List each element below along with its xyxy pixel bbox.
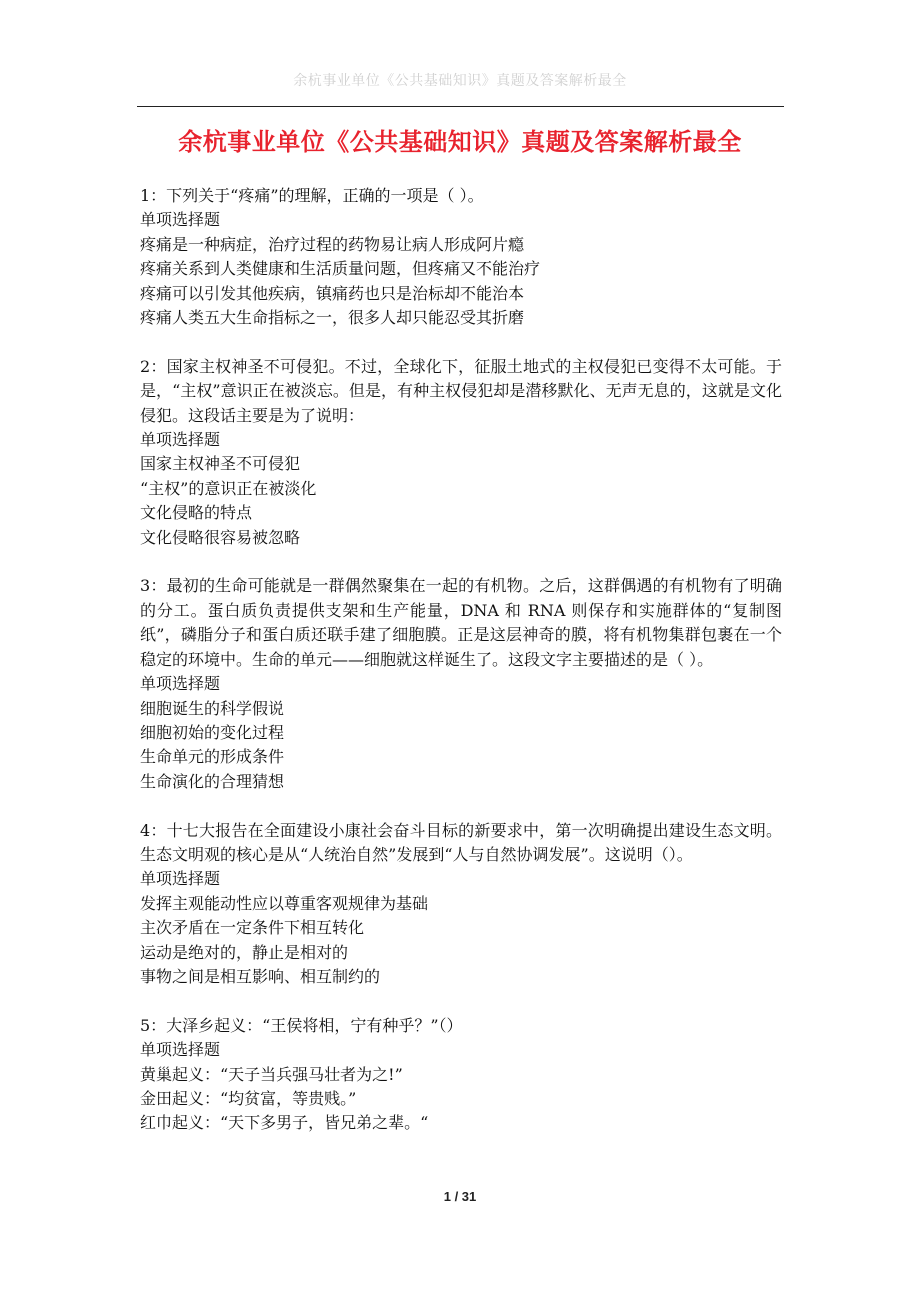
question-type: 单项选择题 [140, 1040, 221, 1060]
page-indicator: 1 / 31 [443, 1189, 477, 1204]
option: 红巾起义：“天下多男子，皆兄弟之辈。“ [140, 1113, 429, 1133]
option: 发挥主观能动性应以尊重客观规律为基础 [140, 893, 429, 913]
option: 疼痛关系到人类健康和生活质量问题，但疼痛又不能治疗 [140, 259, 541, 279]
question-4 [140, 819, 782, 990]
option: 生命单元的形成条件 [140, 747, 285, 767]
option: 金田起义：“均贫富，等贵贱。” [140, 1088, 357, 1108]
question-2 [140, 355, 782, 550]
question-stem: 2：国家主权神圣不可侵犯。不过，全球化下，征服土地式的主权侵犯已变得不太可能。于是，“主权”意识正在被淡忘。但是，有种主权侵犯却是潜移默化、无声无息的，这就是文化侵犯。这段话主要是为了说明： [140, 356, 782, 425]
option: 国家主权神圣不可侵犯 [140, 454, 301, 474]
running-header: 余杭事业单位《公共基础知识》真题及答案解析最全 [293, 73, 627, 89]
option: 疼痛是一种病症，治疗过程的药物易让病人形成阿片瘾 [140, 234, 525, 254]
question-type: 单项选择题 [140, 869, 221, 889]
option: 文化侵略的特点 [140, 503, 253, 523]
option: 细胞诞生的科学假说 [140, 698, 285, 718]
option: 文化侵略很容易被忽略 [140, 527, 301, 547]
question-stem: 3：最初的生命可能就是一群偶然聚集在一起的有机物。之后，这群偶遇的有机物有了明确的分工。蛋白质负责提供支架和生产能量，DNA 和 RNA 则保存和实施群体的“复制图纸”，磷脂分子和蛋白质还联手建了细胞膜。正是这层神奇的膜，将有机物集群包裹在一个稳定的环境中。生命的单元——细胞就这样诞生了。这段文字主要描述的是（ ）。 [140, 576, 782, 669]
question-stem: 1：下列关于“疼痛”的理解，正确的一项是（ ）。 [140, 186, 484, 205]
document-title: 余杭事业单位《公共基础知识》真题及答案解析最全 [178, 127, 742, 156]
option: 事物之间是相互影响、相互制约的 [140, 966, 381, 986]
question-5 [140, 1014, 782, 1136]
option: “主权”的意识正在被淡化 [140, 478, 317, 498]
question-list [140, 184, 782, 1160]
option: 运动是绝对的，静止是相对的 [140, 942, 349, 962]
question-type: 单项选择题 [140, 674, 221, 694]
option: 疼痛人类五大生命指标之一，很多人却只能忍受其折磨 [140, 308, 525, 328]
question-1 [140, 184, 782, 330]
option: 生命演化的合理猜想 [140, 771, 285, 791]
question-3 [140, 574, 782, 794]
header-divider [137, 106, 784, 107]
option: 细胞初始的变化过程 [140, 722, 285, 742]
question-stem: 4：十七大报告在全面建设小康社会奋斗目标的新要求中，第一次明确提出建设生态文明。生态文明观的核心是从“人统治自然”发展到“人与自然协调发展”。这说明（）。 [140, 820, 782, 864]
question-type: 单项选择题 [140, 210, 221, 230]
option: 主次矛盾在一定条件下相互转化 [140, 918, 365, 938]
question-stem: 5：大泽乡起义：“王侯将相，宁有种乎？”（） [140, 1015, 463, 1035]
option: 黄巢起义：“天子当兵强马壮者为之!” [140, 1064, 403, 1084]
option: 疼痛可以引发其他疾病，镇痛药也只是治标却不能治本 [140, 283, 525, 303]
question-type: 单项选择题 [140, 430, 221, 450]
